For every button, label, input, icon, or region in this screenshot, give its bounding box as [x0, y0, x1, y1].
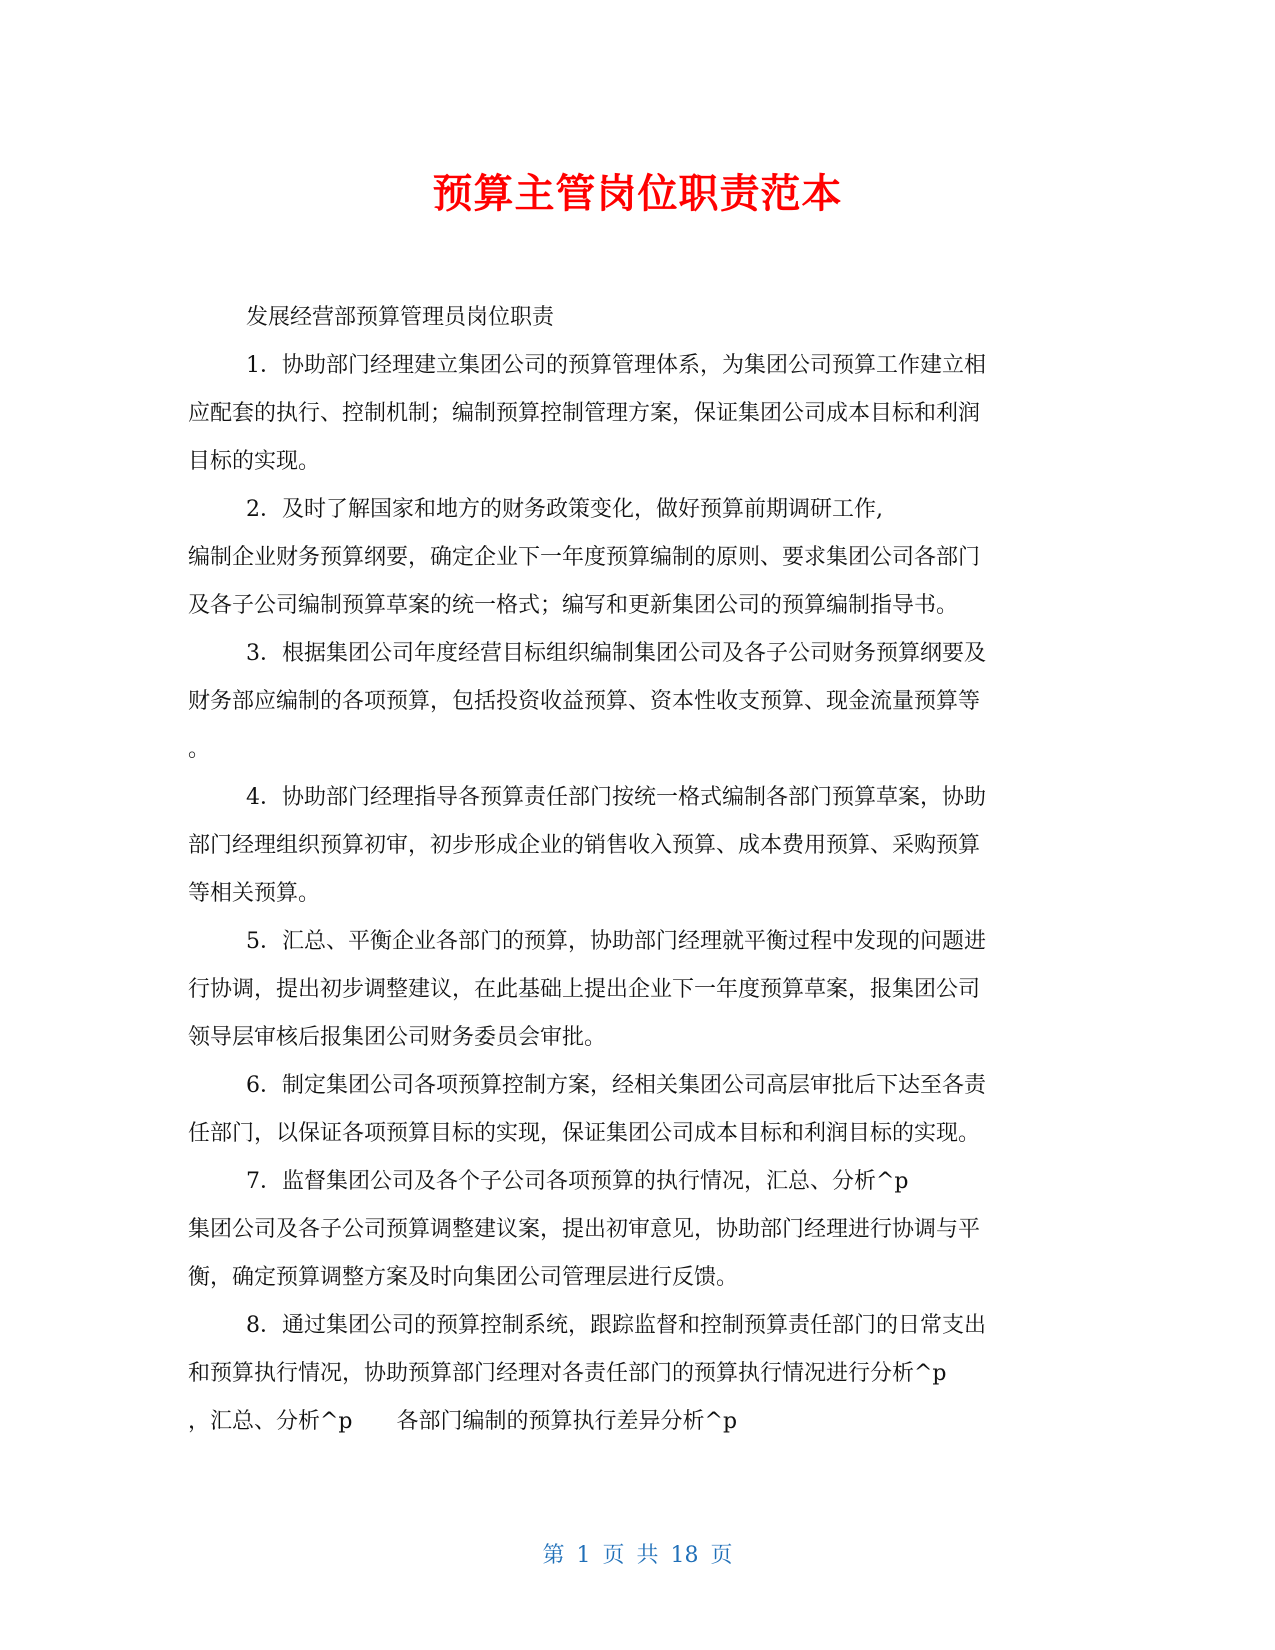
paragraph-line: 1．协助部门经理建立集团公司的预算管理体系，为集团公司预算工作建立相 — [246, 353, 986, 378]
paragraph-line: 行协调，提出初步调整建议，在此基础上提出企业下一年度预算草案，报集团公司 — [188, 977, 981, 1002]
footer-total-label: 共 — [636, 1543, 659, 1568]
paragraph-line: 和预算执行情况，协助预算部门经理对各责任部门的预算执行情况进行分析^p — [188, 1361, 947, 1386]
footer-page-label: 页 — [602, 1543, 625, 1568]
footer-suffix: 页 — [710, 1543, 733, 1568]
footer-prefix: 第 — [542, 1543, 565, 1568]
paragraph-line: ，汇总、分析^p 各部门编制的预算执行差异分析^p — [188, 1409, 738, 1434]
footer-total-pages: 18 — [670, 1543, 699, 1568]
page-footer — [0, 1538, 1275, 1569]
document-title: 预算主管岗位职责范本 — [432, 171, 843, 217]
paragraph-line: 发展经营部预算管理员岗位职责 — [246, 305, 555, 330]
paragraph-line: 集团公司及各子公司预算调整建议案，提出初审意见，协助部门经理进行协调与平 — [188, 1217, 981, 1242]
paragraph-line: 目标的实现。 — [188, 449, 321, 474]
paragraph-line: 7．监督集团公司及各个子公司各项预算的执行情况，汇总、分析^p — [246, 1169, 909, 1194]
paragraph-line: 部门经理组织预算初审，初步形成企业的销售收入预算、成本费用预算、采购预算 — [188, 833, 981, 858]
footer-page-number: 1 — [576, 1543, 591, 1568]
paragraph-line: 财务部应编制的各项预算，包括投资收益预算、资本性收支预算、现金流量预算等 — [188, 689, 981, 714]
paragraph-line: 。 — [188, 737, 211, 762]
paragraph-line: 领导层审核后报集团公司财务委员会审批。 — [188, 1025, 607, 1050]
paragraph-line: 应配套的执行、控制机制；编制预算控制管理方案，保证集团公司成本目标和利润 — [188, 401, 981, 426]
paragraph-line: 6．制定集团公司各项预算控制方案，经相关集团公司高层审批后下达至各责 — [246, 1073, 986, 1098]
paragraph-line: 4．协助部门经理指导各预算责任部门按统一格式编制各部门预算草案，协助 — [246, 785, 986, 810]
paragraph-line: 及各子公司编制预算草案的统一格式；编写和更新集团公司的预算编制指导书。 — [188, 593, 959, 618]
paragraph-line: 3．根据集团公司年度经营目标组织编制集团公司及各子公司财务预算纲要及 — [246, 641, 986, 666]
paragraph-line: 等相关预算。 — [188, 881, 321, 906]
paragraph-line: 衡，确定预算调整方案及时向集团公司管理层进行反馈。 — [188, 1265, 739, 1290]
paragraph-line: 8．通过集团公司的预算控制系统，跟踪监督和控制预算责任部门的日常支出 — [246, 1313, 986, 1338]
paragraph-line: 编制企业财务预算纲要，确定企业下一年度预算编制的原则、要求集团公司各部门 — [188, 545, 981, 570]
paragraph-line: 5．汇总、平衡企业各部门的预算，协助部门经理就平衡过程中发现的问题进 — [246, 929, 986, 954]
document-body — [188, 294, 1088, 1446]
paragraph-line: 任部门，以保证各项预算目标的实现，保证集团公司成本目标和利润目标的实现。 — [188, 1121, 981, 1146]
paragraph-line: 2．及时了解国家和地方的财务政策变化，做好预算前期调研工作, — [246, 497, 883, 522]
